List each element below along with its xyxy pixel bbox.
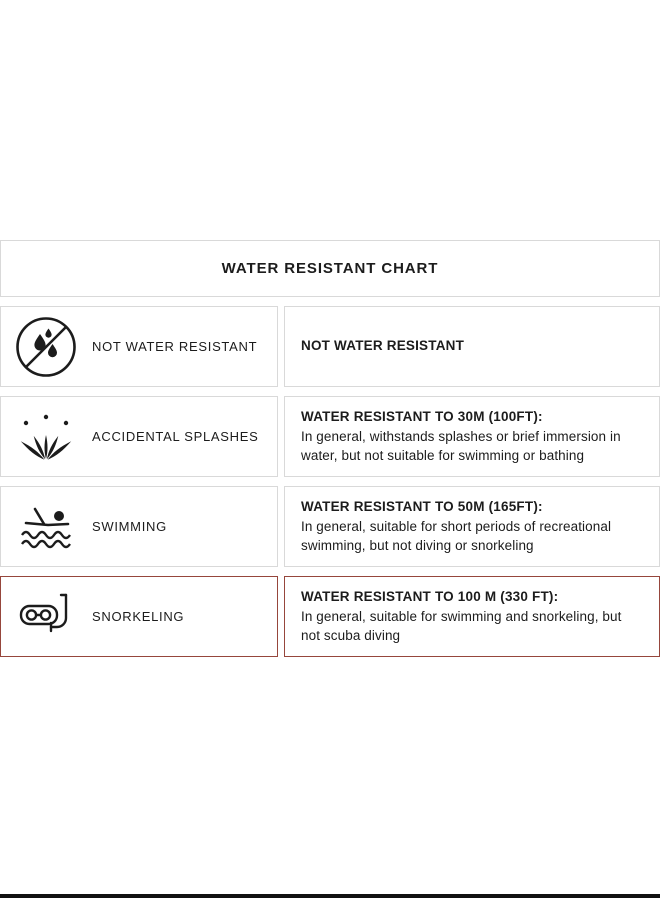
no-water-resistant-icon — [13, 314, 79, 380]
page-title: WATER RESISTANT CHART — [221, 260, 439, 277]
table-row — [0, 486, 660, 567]
chart-title-box — [0, 240, 660, 297]
row-label: SNORKELING — [92, 609, 185, 624]
row-label-cell — [0, 396, 278, 477]
snorkeling-icon — [13, 584, 79, 650]
table-row — [0, 306, 660, 387]
row-label: ACCIDENTAL SPLASHES — [92, 429, 259, 444]
row-description-cell — [284, 576, 660, 657]
water-resistant-chart — [0, 306, 660, 657]
swimming-icon — [13, 494, 79, 560]
row-description-cell — [284, 396, 660, 477]
row-label: SWIMMING — [92, 519, 167, 534]
row-heading: WATER RESISTANT TO 100 M (330 FT): — [301, 588, 559, 604]
row-label: NOT WATER RESISTANT — [92, 339, 258, 354]
row-label-cell — [0, 576, 278, 657]
row-description-cell — [284, 306, 660, 387]
accidental-splashes-icon — [13, 404, 79, 470]
row-label-cell — [0, 486, 278, 567]
row-description: In general, suitable for short periods of recreational swimming, but not diving or snorkeling — [301, 518, 612, 553]
row-description: In general, withstands splashes or brief immersion in water, but not suitable for swimming or bathing — [301, 428, 621, 463]
row-description: In general, suitable for swimming and snorkeling, but not scuba diving — [301, 608, 622, 643]
table-row — [0, 396, 660, 477]
row-label-cell — [0, 306, 278, 387]
row-description-cell — [284, 486, 660, 567]
row-heading: WATER RESISTANT TO 50M (165FT): — [301, 498, 543, 514]
bottom-divider — [0, 894, 660, 898]
row-heading: NOT WATER RESISTANT — [301, 337, 465, 353]
table-row — [0, 576, 660, 657]
row-heading: WATER RESISTANT TO 30M (100FT): — [301, 408, 543, 424]
